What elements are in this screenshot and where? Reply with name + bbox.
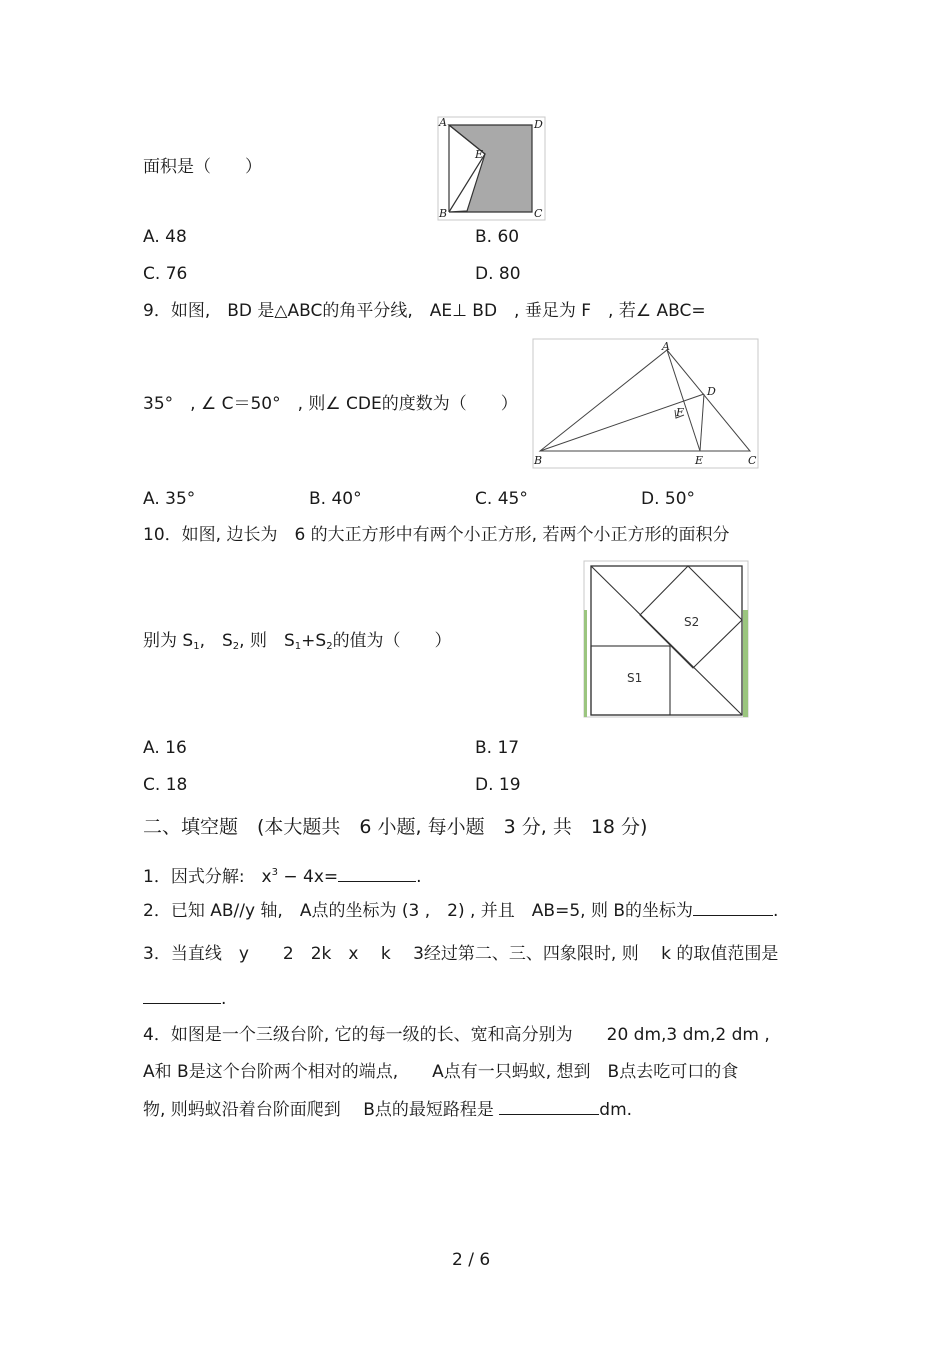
q9-stem-line1: 9．如图, BD 是△ABC的角平分线, AE⊥ BD , 垂足为 F , 若∠ ABC=	[143, 301, 706, 321]
q8-option-c[interactable]: C. 76	[143, 264, 188, 284]
q9-label-e: E	[695, 454, 704, 467]
q9-figure	[532, 338, 760, 470]
q9-label-d: D	[707, 385, 716, 398]
fill-q2-blank[interactable]	[693, 899, 773, 916]
q8-option-d[interactable]: D. 80	[475, 264, 521, 284]
q10-stem-line1: 10．如图, 边长为 6 的大正方形中有两个小正方形, 若两个小正方形的面积分	[143, 525, 730, 545]
q10-figure	[583, 560, 751, 720]
page-number: 2 / 6	[452, 1250, 491, 1270]
fill-q4-line1: 4．如图是一个三级台阶, 它的每一级的长、宽和高分别为 20 dm,3 dm,2 dm ,	[143, 1025, 770, 1045]
fill-q1-blank[interactable]	[338, 865, 416, 882]
q8-shaded-region	[449, 125, 532, 212]
section2-title: 二、填空题 (本大题共 6 小题, 每小题 3 分, 共 18 分)	[143, 816, 648, 838]
fill-q4-line3: 物, 则蚂蚁沿着台阶面爬到 B点的最短路程是 dm.	[143, 1100, 633, 1120]
q9-stem-line2: 35° , ∠ C＝50° , 则∠ CDE的度数为（ ）	[143, 394, 518, 414]
q9-label-b: B	[534, 454, 543, 467]
q8-option-b[interactable]: B. 60	[475, 227, 520, 247]
q8-label-a: A	[439, 116, 447, 129]
q9-option-d[interactable]: D. 50°	[641, 489, 696, 509]
q10-label-s1: S1	[627, 671, 643, 685]
q8-label-e: E	[475, 148, 484, 161]
q10-option-a[interactable]: A. 16	[143, 738, 187, 758]
q10-option-c[interactable]: C. 18	[143, 775, 188, 795]
fill-q3: 3．当直线 y 2 2k x k 3经过第二、三、四象限时, 则 k 的取值范围是	[143, 944, 779, 964]
fill-q1: 1．因式分解: $x^3 - 4x=$ .	[143, 867, 422, 887]
fill-q3-blank[interactable]	[143, 987, 221, 1004]
q8-figure	[437, 116, 547, 222]
q9-label-c: C	[748, 454, 757, 467]
q8-label-b: B	[439, 207, 448, 220]
q9-option-b[interactable]: B. 40°	[309, 489, 362, 509]
q9-option-a[interactable]: A. 35°	[143, 489, 196, 509]
fill-q2: 2．已知 AB//y 轴, A点的坐标为 (3 , 2) , 并且 AB=5, 则 B的坐标为 .	[143, 901, 779, 921]
q10-stem-line2: 别为 $S_1$, $S_2$, 则 $S_1+S_2$的值为（ ）	[143, 631, 452, 652]
q9-label-f: F	[676, 406, 684, 419]
q9-label-a: A	[662, 340, 670, 353]
q10-option-b[interactable]: B. 17	[475, 738, 520, 758]
fill-q4-line2: A和 B是这个台阶两个相对的端点, A点有一只蚂蚁, 想到 B点去吃可口的食	[143, 1062, 739, 1082]
q8-stem-tail: 面积是（ ）	[143, 157, 262, 177]
fill-q3-answer: .	[143, 987, 226, 1010]
q8-label-d: D	[534, 118, 543, 131]
q8-option-a[interactable]: A. 48	[143, 227, 187, 247]
q10-label-s2: S2	[684, 615, 700, 629]
q10-option-d[interactable]: D. 19	[475, 775, 521, 795]
q9-option-c[interactable]: C. 45°	[475, 489, 528, 509]
q8-label-c: C	[534, 207, 543, 220]
fill-q4-blank[interactable]	[499, 1098, 599, 1115]
